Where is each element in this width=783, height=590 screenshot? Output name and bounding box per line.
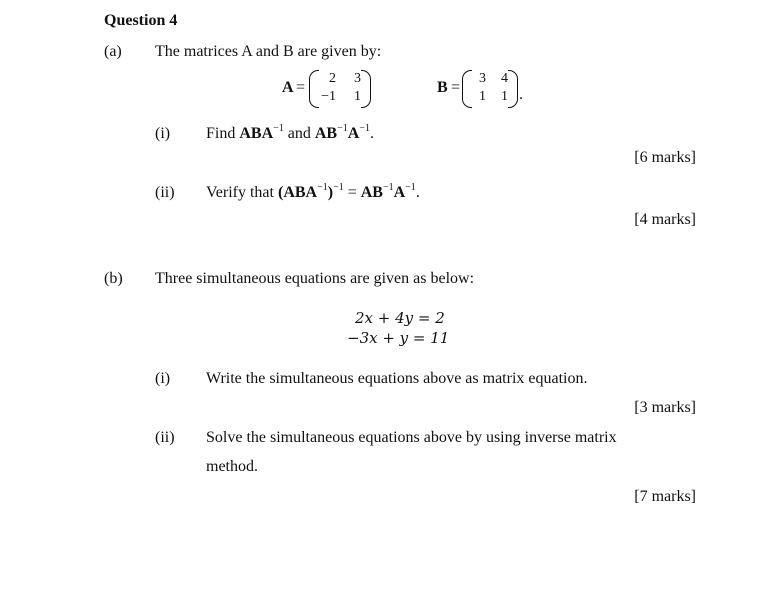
- expr-a-exp: −1: [359, 122, 370, 134]
- matrix-b-cell: 4: [501, 71, 508, 86]
- expr-a-base: A: [347, 125, 360, 142]
- rhs-base-ab: AB: [360, 184, 383, 201]
- part-a-i-and: and: [287, 125, 311, 142]
- equation-2: −3x + y = 11: [347, 329, 450, 347]
- matrix-b-suffix: .: [519, 86, 523, 103]
- part-b-label: (b): [104, 270, 123, 287]
- matrix-a-cell: −1: [321, 89, 336, 104]
- expr-ab-exp: −1: [337, 122, 348, 134]
- lhs-outer-exp: −1: [333, 181, 344, 193]
- lhs-close: ): [327, 184, 334, 201]
- part-b-i-text: Write the simultaneous equations above as matrix equation.: [206, 370, 588, 387]
- rhs-exp-a: −1: [405, 181, 416, 193]
- matrix-a-cell: 3: [354, 71, 361, 86]
- matrix-b-label: B: [437, 79, 448, 96]
- part-b-ii-text-line1: Solve the simultaneous equations above by using inverse matrix: [206, 429, 617, 446]
- lhs-inner-exp: −1: [317, 181, 328, 193]
- part-a-ii-label: (ii): [155, 184, 175, 201]
- matrix-b-cell: 3: [479, 71, 486, 86]
- part-b-intro: Three simultaneous equations are given as below:: [155, 270, 475, 287]
- part-a-ii-end: .: [415, 184, 420, 201]
- matrix-a-equals: =: [296, 79, 306, 96]
- matrix-b-cell: 1: [501, 89, 508, 104]
- expr-aba-base: ABA: [239, 125, 274, 142]
- equation-1: 2x + 4y = 2: [355, 309, 445, 327]
- matrix-a-cell: 2: [329, 71, 336, 86]
- part-a-ii-verify: Verify that: [206, 184, 274, 201]
- question-title: Question 4: [104, 12, 178, 29]
- lhs-open: (ABA: [277, 184, 318, 201]
- part-a-i-question: [206, 122, 374, 142]
- marks-a-i: [6 marks]: [634, 149, 696, 166]
- part-a-i-find: Find: [206, 125, 236, 142]
- matrix-b-body: [462, 70, 518, 106]
- matrix-a-right-bracket: [361, 70, 371, 108]
- matrix-b-right-bracket: [508, 70, 518, 108]
- part-b-ii-text-line2: method.: [206, 458, 258, 475]
- part-a-i-label: (i): [155, 125, 171, 142]
- marks-b-ii: [7 marks]: [634, 488, 696, 505]
- matrix-b-cell: 1: [479, 89, 486, 104]
- marks-b-i: [3 marks]: [634, 399, 696, 416]
- part-a-ii-question: [206, 181, 420, 201]
- part-a-ii-equals: =: [347, 184, 357, 201]
- matrix-a-left-bracket: [309, 70, 319, 108]
- matrix-a-label: A: [282, 79, 294, 96]
- matrix-a-cell: 1: [354, 89, 361, 104]
- part-b-i-label: (i): [155, 370, 171, 387]
- rhs-base-a: A: [393, 184, 406, 201]
- matrix-b-equals: =: [451, 79, 461, 96]
- expr-aba-exp: −1: [273, 122, 284, 134]
- marks-a-ii: [4 marks]: [634, 211, 696, 228]
- part-a-intro: The matrices A and B are given by:: [155, 43, 382, 60]
- part-a-label: (a): [104, 43, 122, 60]
- rhs-exp-ab: −1: [382, 181, 394, 193]
- part-b-ii-label: (ii): [155, 429, 175, 446]
- expr-ab-base: AB: [314, 125, 338, 142]
- matrix-a-body: [309, 70, 371, 106]
- part-a-i-end: .: [369, 125, 374, 142]
